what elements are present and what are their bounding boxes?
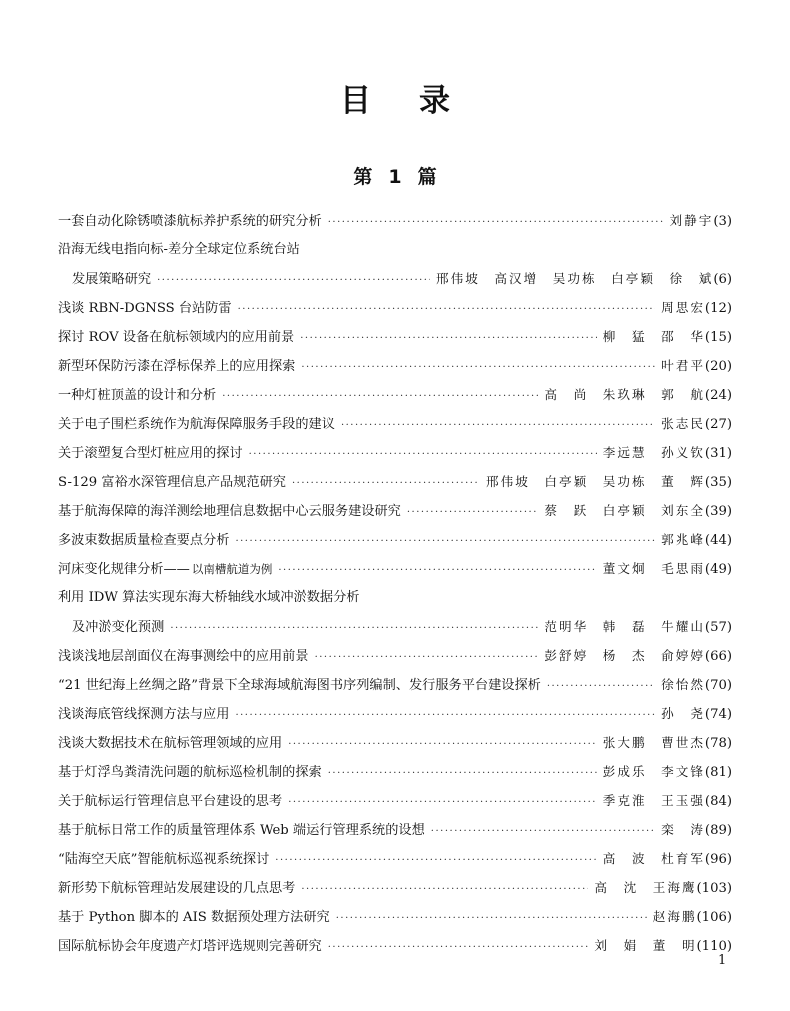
toc-entry-authors: 董文炯 毛思雨 — [602, 561, 705, 576]
toc-entry[interactable] — [58, 786, 732, 815]
toc-dot-leader — [235, 701, 655, 730]
toc-entry-title: 一种灯桩顶盖的设计和分析 — [58, 388, 217, 403]
toc-entry[interactable] — [58, 757, 732, 786]
toc-entry[interactable] — [58, 699, 732, 728]
toc-entry-title: 利用 IDW 算法实现东海大桥轴线水域冲淤数据分析 — [58, 590, 360, 605]
toc-entry[interactable] — [58, 612, 732, 641]
toc-entry[interactable] — [58, 438, 732, 467]
toc-entry[interactable] — [58, 380, 732, 409]
toc-entry-page: (74) — [704, 707, 732, 722]
toc-entry-authors: 栾 涛 — [661, 822, 705, 837]
toc-entry-title: 基于灯浮鸟粪清洗问题的航标巡检机制的探索 — [58, 765, 322, 780]
toc-entry[interactable] — [58, 641, 732, 670]
toc-entry-title: “21 世纪海上丝绸之路”背景下全球海域航海图书序列编制、发行服务平台建设探析 — [58, 678, 541, 693]
toc-dot-leader — [275, 846, 596, 875]
toc-entry-page: (31) — [704, 446, 732, 461]
toc-entry-authors: 范明华 韩 磊 牛耀山 — [544, 619, 705, 634]
toc-dot-leader — [288, 730, 597, 759]
section-heading-prefix: 第 — [353, 166, 373, 188]
toc-entry-title: S-129 富裕水深管理信息产品规范研究 — [58, 475, 286, 490]
toc-entry-page: (70) — [704, 678, 732, 693]
toc-entry-heading[interactable] — [58, 235, 732, 264]
toc-dot-leader — [292, 469, 480, 498]
toc-entry-authors: 刘静宇 — [669, 213, 714, 228]
toc-entry[interactable] — [58, 293, 732, 322]
toc-entry[interactable] — [58, 206, 732, 235]
page-title-char-1: 目 — [340, 83, 371, 119]
toc-entry-authors: 高 沈 王海鹰 — [594, 880, 697, 895]
toc-entry-page: (39) — [704, 504, 732, 519]
section-heading-suffix: 篇 — [417, 166, 437, 188]
toc-entry[interactable] — [58, 409, 732, 438]
section-heading — [0, 162, 790, 189]
toc-entry[interactable] — [58, 525, 732, 554]
toc-entry-title: 基于 Python 脚本的 AIS 数据预处理方法研究 — [58, 910, 330, 925]
toc-entry-page: (110) — [696, 939, 732, 954]
toc-entry-authors: 徐怡然 — [661, 677, 705, 692]
toc-entry-title: 新形势下航标管理站发展建设的几点思考 — [58, 881, 296, 896]
toc-entry-title: 多波束数据质量检查要点分析 — [58, 533, 230, 548]
toc-entry[interactable] — [58, 554, 732, 583]
toc-dot-leader — [431, 817, 655, 846]
toc-entry-authors: 邢伟坡 高汉增 吴功栋 白亭颖 徐 斌 — [436, 271, 714, 286]
page-number: 1 — [718, 953, 727, 968]
toc-entry-title: 新型环保防污漆在浮标保养上的应用探索 — [58, 359, 296, 374]
toc-entry-authors: 彭舒婷 杨 杰 俞婷婷 — [544, 648, 705, 663]
toc-entry-authors: 蔡 跃 白亭颖 刘东全 — [544, 503, 705, 518]
toc-entry[interactable] — [58, 902, 732, 931]
toc-entry-title: 探讨 ROV 设备在航标领域内的应用前景 — [58, 330, 295, 345]
toc-entry-authors: 周思宏 — [661, 300, 705, 315]
toc-entry[interactable] — [58, 931, 732, 960]
toc-entry-title: 基于航海保障的海洋测绘地理信息数据中心云服务建设研究 — [58, 504, 401, 519]
toc-entry[interactable] — [58, 815, 732, 844]
toc-entry-authors: 赵海鹏 — [652, 909, 697, 924]
toc-entry-title: 及冲淤变化预测 — [72, 620, 165, 635]
toc-entry-authors: 邢伟坡 白亭颖 吴功栋 董 辉 — [486, 474, 705, 489]
toc-entry-title: 河床变化规律分析—— — [58, 562, 190, 577]
toc-entry-page: (6) — [713, 272, 732, 287]
toc-entry-authors: 张志民 — [661, 416, 705, 431]
toc-entry-page: (3) — [713, 214, 732, 229]
toc-dot-leader — [301, 875, 588, 904]
toc-entry[interactable] — [58, 322, 732, 351]
toc-dot-leader — [547, 672, 655, 701]
toc-entry-title: 关于航标运行管理信息平台建设的思考 — [58, 794, 283, 809]
page-title-char-2: 录 — [419, 83, 450, 119]
toc-entry-authors: 季克淮 王玉强 — [602, 793, 705, 808]
toc-entry-page: (81) — [704, 765, 732, 780]
toc-entry-page: (106) — [696, 910, 732, 925]
toc-entry-page: (15) — [704, 330, 732, 345]
toc-entry-page: (103) — [696, 881, 732, 896]
toc-entry-title: 发展策略研究 — [72, 272, 152, 287]
toc-dot-leader — [315, 643, 539, 672]
toc-entry-page: (49) — [704, 562, 732, 577]
toc-entry-page: (96) — [704, 852, 732, 867]
toc-entry-subtitle: 以南槽航道为例 — [191, 562, 273, 576]
toc-dot-leader — [328, 208, 664, 237]
toc-entry-page: (27) — [704, 417, 732, 432]
toc-dot-leader — [238, 295, 656, 324]
toc-entry[interactable] — [58, 728, 732, 757]
toc-entry-authors: 孙 尧 — [661, 706, 705, 721]
toc-entry-page: (20) — [704, 359, 732, 374]
toc-entry-page: (57) — [704, 620, 732, 635]
toc-entry-authors: 柳 猛 邵 华 — [602, 329, 705, 344]
toc-dot-leader — [249, 440, 597, 469]
toc-dot-leader — [222, 382, 538, 411]
toc-entry-page: (44) — [704, 533, 732, 548]
toc-dot-leader — [300, 324, 597, 353]
toc-dot-leader — [301, 353, 655, 382]
toc-dot-leader — [170, 614, 538, 643]
toc-entry-page: (12) — [704, 301, 732, 316]
toc-dot-leader — [288, 788, 597, 817]
toc-entry-title: 浅谈 RBN-DGNSS 台站防雷 — [58, 301, 232, 316]
toc-dot-leader — [235, 527, 655, 556]
toc-entry[interactable] — [58, 670, 732, 699]
toc-entry-page: (35) — [704, 475, 732, 490]
toc-entry[interactable] — [58, 873, 732, 902]
toc-entry-title: 浅谈海底管线探测方法与应用 — [58, 707, 230, 722]
toc-dot-leader — [336, 904, 647, 933]
toc-entry-page: (84) — [704, 794, 732, 809]
toc-entry-heading[interactable] — [58, 583, 732, 612]
toc-entry-title: 关于电子围栏系统作为航海保障服务手段的建议 — [58, 417, 335, 432]
toc-entry-title: 浅谈浅地层剖面仪在海事测绘中的应用前景 — [58, 649, 309, 664]
toc-dot-leader — [157, 266, 430, 295]
toc-dot-leader — [328, 759, 597, 788]
toc-entry-page: (66) — [704, 649, 732, 664]
toc-entry-authors: 刘 娟 董 明 — [594, 938, 697, 953]
toc-dot-leader — [328, 933, 589, 962]
toc-entry-authors: 彭成乐 李文锋 — [602, 764, 705, 779]
toc-entry[interactable] — [58, 496, 732, 525]
toc-entry-page: (78) — [704, 736, 732, 751]
toc-entry-title: 关于滚塑复合型灯桩应用的探讨 — [58, 446, 243, 461]
page-title — [0, 75, 790, 120]
toc-entry-authors: 张大鹏 曹世杰 — [602, 735, 705, 750]
toc-entry-page: (24) — [704, 388, 732, 403]
toc-entry-authors: 高 尚 朱玖琳 郭 航 — [544, 387, 705, 402]
toc-entry-title: 一套自动化除锈喷漆航标养护系统的研究分析 — [58, 214, 322, 229]
toc-entry-authors: 李远慧 孙义钦 — [602, 445, 705, 460]
toc-entry-title: 基于航标日常工作的质量管理体系 Web 端运行管理系统的设想 — [58, 823, 425, 838]
toc-entry-title: 国际航标协会年度遗产灯塔评选规则完善研究 — [58, 939, 322, 954]
toc-entry-title: “陆海空天底”智能航标巡视系统探讨 — [58, 852, 270, 867]
toc-entry[interactable] — [58, 351, 732, 380]
toc-dot-leader — [278, 556, 596, 585]
toc-entry-page: (89) — [704, 823, 732, 838]
toc-entry-title: 浅谈大数据技术在航标管理领域的应用 — [58, 736, 283, 751]
toc-entry-authors: 高 波 杜育军 — [602, 851, 705, 866]
toc-entry[interactable] — [58, 264, 732, 293]
table-of-contents — [58, 206, 732, 960]
toc-dot-leader — [407, 498, 539, 527]
section-heading-number: 1 — [388, 166, 402, 188]
toc-entry-authors: 叶君平 — [661, 358, 705, 373]
toc-entry-authors: 郭兆峰 — [661, 532, 705, 547]
toc-entry[interactable] — [58, 844, 732, 873]
toc-entry[interactable] — [58, 467, 732, 496]
toc-dot-leader — [341, 411, 655, 440]
toc-entry-title: 沿海无线电指向标-差分全球定位系统台站 — [58, 242, 300, 257]
